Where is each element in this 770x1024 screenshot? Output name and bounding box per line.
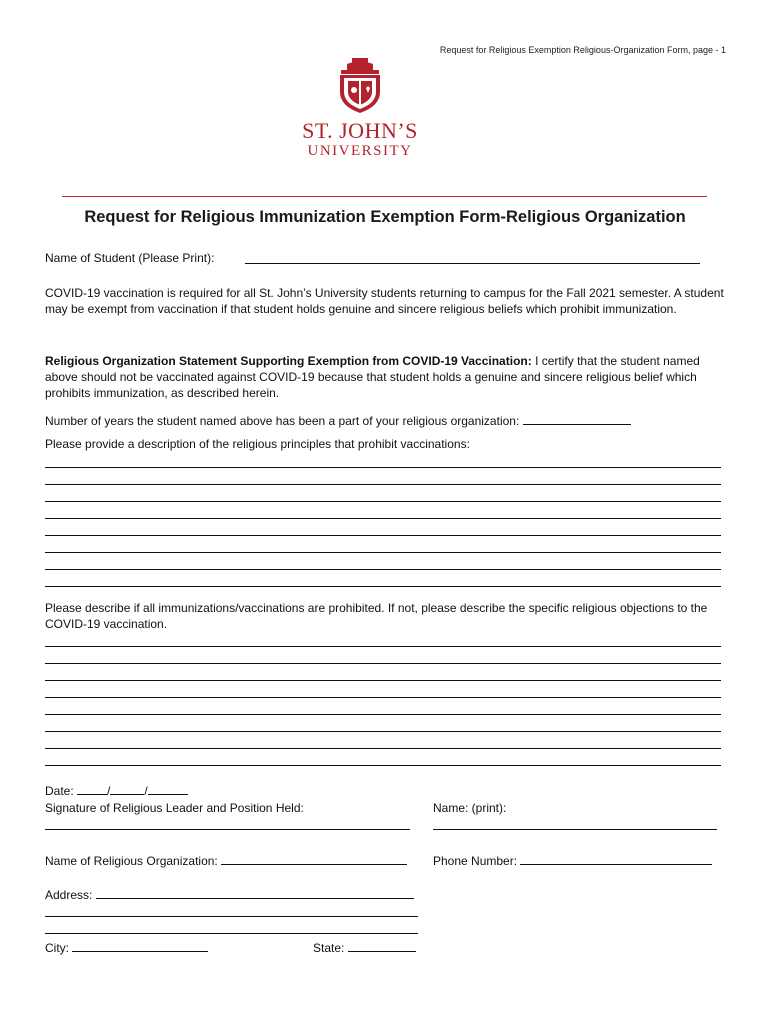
student-name-field[interactable]	[245, 263, 700, 264]
date-row: Date: / /	[45, 782, 188, 799]
principles-line-8[interactable]	[45, 586, 721, 587]
phone-row	[433, 852, 712, 869]
statement-body: I certify that the student named above should not be vaccinated against COVID-19 because that student holds a genuine and sincere religious belief which prohibits immunization, as described herein.	[45, 354, 700, 400]
date-month-field[interactable]	[77, 782, 107, 795]
address-label: Address:	[45, 888, 93, 902]
org-name-label: Name of Religious Organization:	[45, 854, 218, 868]
logo-wordmark-line1: ST. JOHN’S	[302, 118, 418, 143]
principles-line-3[interactable]	[45, 501, 721, 502]
address-field-2[interactable]	[45, 916, 418, 917]
objections-label: Please describe if all immunizations/vaccinations are prohibited. If not, please describe the specific religious objections to the COVID-19 vaccination.	[45, 601, 708, 631]
city-row	[45, 939, 208, 956]
phone-field[interactable]	[520, 852, 712, 865]
name-print-label: Name: (print):	[433, 801, 507, 815]
objections-line-1[interactable]	[45, 646, 721, 647]
principles-line-4[interactable]	[45, 518, 721, 519]
signature-label: Signature of Religious Leader and Position Held:	[45, 801, 304, 815]
objections-line-3[interactable]	[45, 680, 721, 681]
address-row	[45, 886, 414, 903]
state-label: State:	[313, 941, 345, 955]
student-name-label: Name of Student (Please Print):	[45, 251, 215, 265]
years-label	[45, 412, 631, 429]
date-year-field[interactable]	[148, 782, 188, 795]
address-field-3[interactable]	[45, 933, 418, 934]
principles-line-1[interactable]	[45, 467, 721, 468]
objections-line-5[interactable]	[45, 714, 721, 715]
org-name-field[interactable]	[221, 852, 407, 865]
years-field[interactable]	[523, 412, 631, 425]
principles-line-7[interactable]	[45, 569, 721, 570]
principles-line-2[interactable]	[45, 484, 721, 485]
principles-line-6[interactable]	[45, 552, 721, 553]
objections-line-8[interactable]	[45, 765, 721, 766]
intro-paragraph: COVID-19 vaccination is required for all St. John’s University students returning to campus for the Fall 2021 semester. A student may be exempt from vaccination if that student holds genuine and sincere religious beliefs which prohibit immunization.	[45, 286, 724, 316]
shield-icon	[335, 58, 385, 114]
phone-label: Phone Number:	[433, 854, 518, 868]
title-divider	[62, 196, 707, 197]
years-label-text: Number of years the student named above has been a part of your religious organization:	[45, 414, 520, 428]
date-label: Date:	[45, 784, 74, 798]
form-title: Request for Religious Immunization Exemption Form-Religious Organization	[84, 208, 686, 226]
objections-line-4[interactable]	[45, 697, 721, 698]
principles-line-5[interactable]	[45, 535, 721, 536]
name-print-field[interactable]	[433, 829, 717, 830]
signature-field[interactable]	[45, 829, 410, 830]
objections-line-6[interactable]	[45, 731, 721, 732]
logo-wordmark-line2: UNIVERSITY	[307, 143, 413, 159]
city-label: City:	[45, 941, 69, 955]
org-name-row	[45, 852, 407, 869]
city-field[interactable]	[72, 939, 208, 952]
objections-line-7[interactable]	[45, 748, 721, 749]
address-field-1[interactable]	[96, 886, 414, 899]
state-field[interactable]	[348, 939, 416, 952]
state-row	[313, 939, 416, 956]
objections-line-2[interactable]	[45, 663, 721, 664]
date-day-field[interactable]	[110, 782, 144, 795]
statement-heading: Religious Organization Statement Supporting Exemption from COVID-19 Vaccination:	[45, 354, 532, 368]
page-header-note: Request for Religious Exemption Religious-Organization Form, page - 1	[439, 45, 726, 55]
principles-label: Please provide a description of the religious principles that prohibit vaccinations:	[45, 437, 470, 451]
statement-paragraph	[45, 353, 725, 401]
